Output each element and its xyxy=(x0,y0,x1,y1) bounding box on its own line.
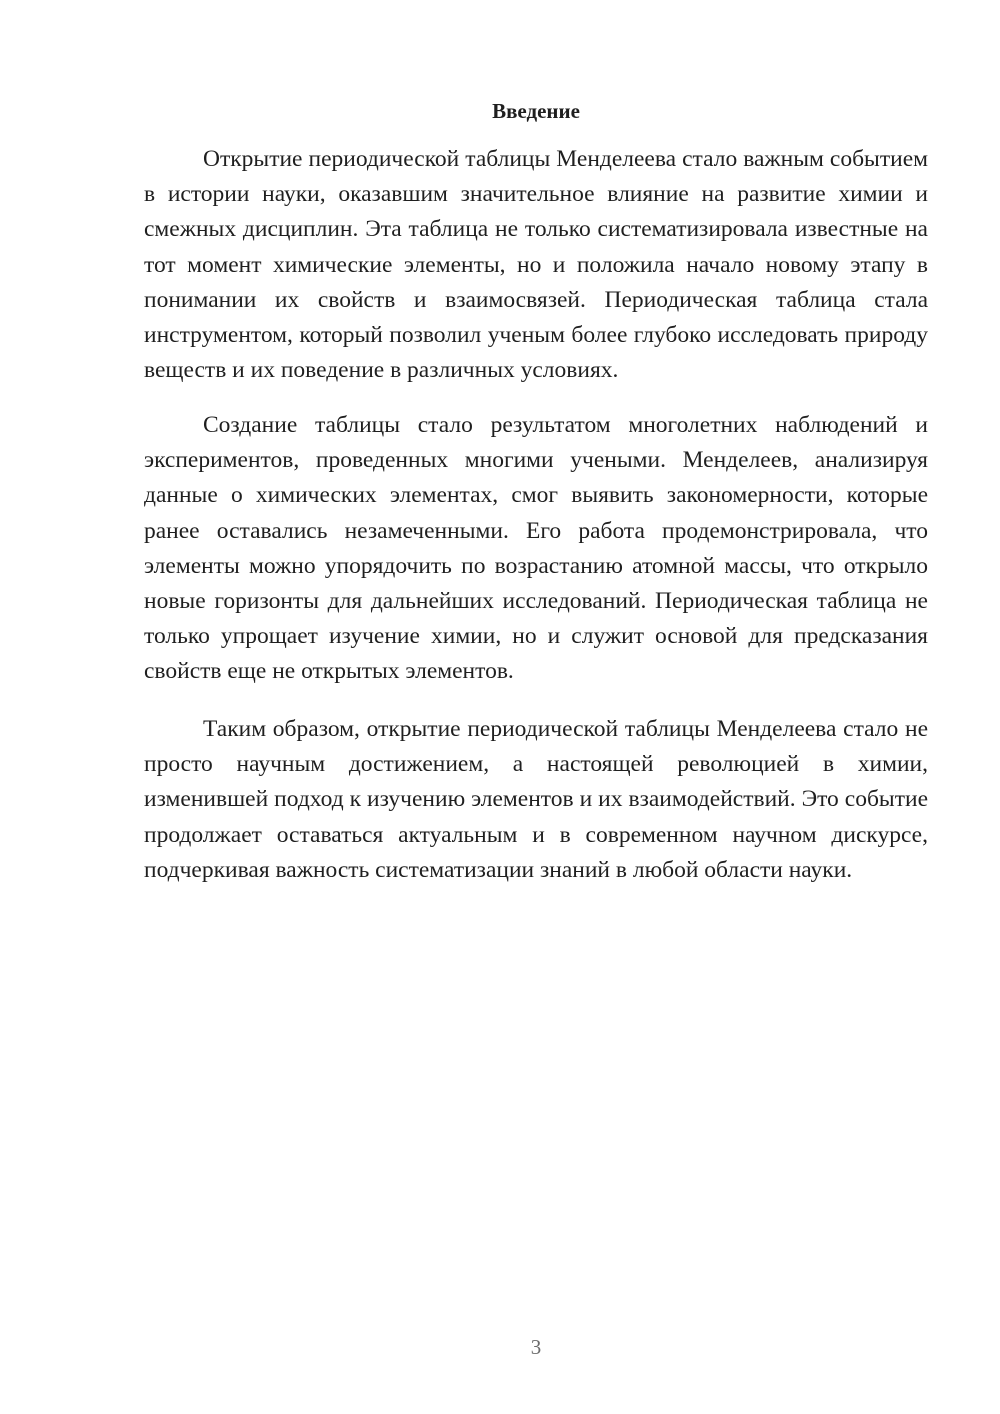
paragraph-2: Создание таблицы стало результатом многолетних наблюдений и экспериментов, проведенных многими учеными. Менделеев, анализируя данные о химических элементах, смог выявить закономерности, которые ранее оставались незамеченными. Его работа продемонстрировала, что элементы можно упорядочить по возрастанию атомной массы, что открыло новые горизонты для дальнейших исследований. Периодическая таблица не только упрощает изучение химии, но и служит основой для предсказания свойств еще не открытых элементов. xyxy=(144,412,928,685)
section-title: Введение xyxy=(492,99,580,123)
page-number: 3 xyxy=(530,1335,542,1359)
paragraph-1: Открытие периодической таблицы Менделеева стало важным событием в истории науки, оказавшим значительное влияние на развитие химии и смежных дисциплин. Эта таблица не только систематизировала известные на тот момент химические элементы, но и положила начало новому этапу в понимании их свойств и взаимосвязей. Периодическая таблица стала инструментом, который позволил ученым более глубоко исследовать природу веществ и их поведение в различных условиях. xyxy=(144,146,928,384)
paragraph-3: Таким образом, открытие периодической таблицы Менделеева стало не просто научным достижением, а настоящей революцией в химии, изменившей подход к изучению элементов и их взаимодействий. Это событие продолжает оставаться актуальным и в современном научном дискурсе, подчеркивая важность систематизации знаний в любой области науки. xyxy=(144,716,928,883)
